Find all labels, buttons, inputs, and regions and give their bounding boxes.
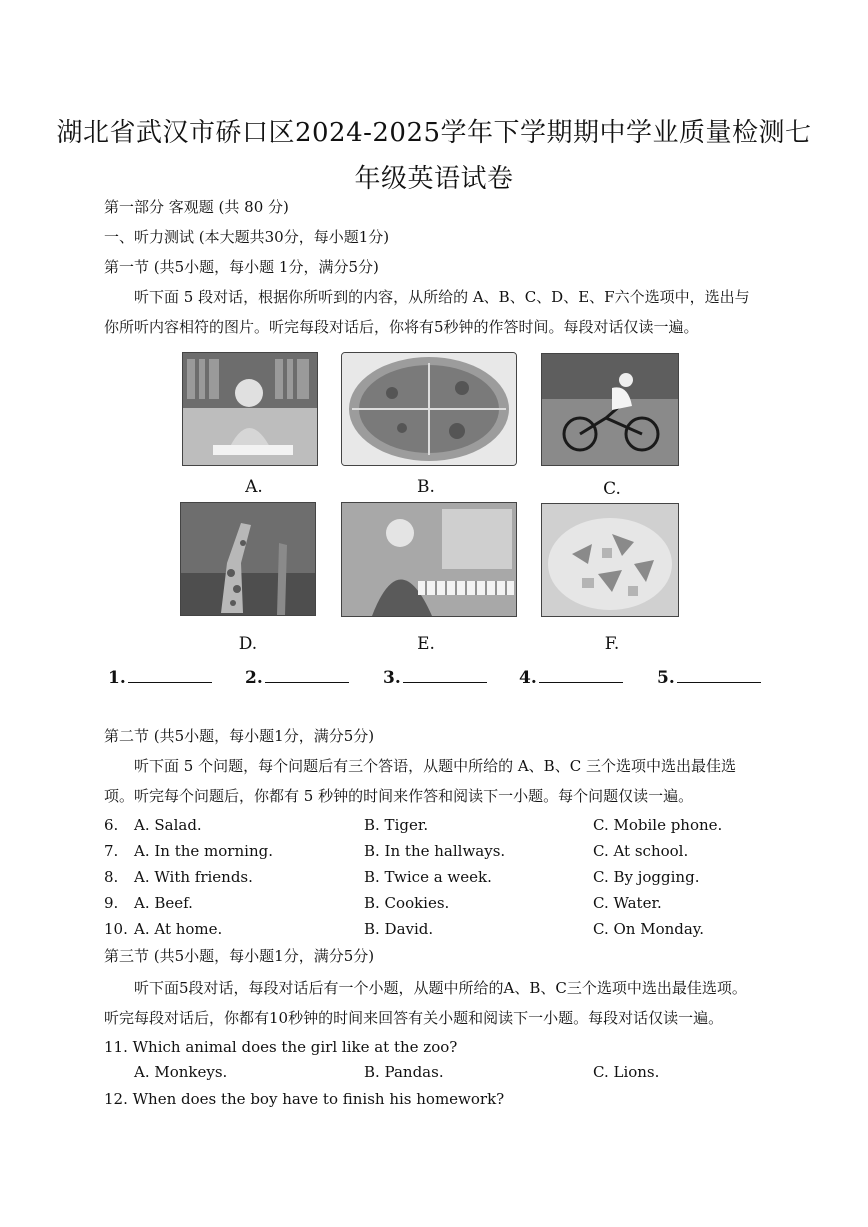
question-number: 8. [104,868,119,886]
option-a[interactable]: A. With friends. [134,868,253,886]
section1-instructions-line1: 听下面 5 段对话，根据你所听到的内容，从所给的 A、B、C、D、E、F六个选项中，选出与 [134,288,750,306]
option-c[interactable]: C. At school. [593,842,689,860]
question-number: 6. [104,816,119,834]
option-a[interactable]: A. Beef. [134,894,193,912]
giraffe-image [180,502,316,616]
pizza-image [341,352,517,466]
question-12-text: 12. When does the boy have to finish his homework? [104,1090,505,1108]
picture-label-f: F. [604,634,620,654]
option-b[interactable]: B. Tiger. [364,816,429,834]
picture-label-a: A. [245,477,263,497]
section2-heading: 第二节 (共5小题，每小题1分，满分5分) [104,727,375,745]
question-11-text: 11. Which animal does the girl like at the zoo? [104,1038,458,1056]
question-number: 10. [104,920,128,938]
picture-label-e: E. [417,634,435,654]
answer-blank-3[interactable]: 3. [383,666,487,688]
option-c[interactable]: C. By jogging. [593,868,700,886]
option-b[interactable]: B. In the hallways. [364,842,506,860]
picture-label-c: C. [603,479,621,499]
option-a[interactable]: A. At home. [134,920,223,938]
section2-instructions-line2: 项。听完每个问题后，你都有 5 秒钟的时间来作答和阅读下一小题。每个问题仅读一遍。 [104,787,694,805]
question-number: 9. [104,894,119,912]
section3-heading: 第三节 (共5小题，每小题1分，满分5分) [104,947,375,965]
option-b[interactable]: B. Pandas. [364,1063,444,1081]
picture-label-b: B. [417,477,435,497]
section2-instructions-line1: 听下面 5 个问题，每个问题后有三个答语，从题中所给的 A、B、C 三个选项中选出最佳选 [134,757,736,775]
option-a[interactable]: A. Salad. [134,816,202,834]
page-title-line1: 湖北省武汉市硚口区2024-2025学年下学期期中学业质量检测七 [56,118,812,148]
option-c[interactable]: C. Mobile phone. [593,816,723,834]
option-b[interactable]: B. Cookies. [364,894,450,912]
section1-instructions-line2: 你所听内容相符的图片。听完每段对话后，你将有5秒钟的作答时间。每段对话仅读一遍。 [104,318,699,336]
answer-blank-2[interactable]: 2. [245,666,349,688]
section3-instructions-line2: 听完每段对话后，你都有10秒钟的时间来回答有关小题和阅读下一小题。每段对话仅读一遍。 [104,1009,724,1027]
listening-heading: 一、听力测试 (本大题共30分，每小题1分) [104,228,390,246]
girl-reading-image [182,352,318,466]
answer-blank-1[interactable]: 1. [108,666,212,688]
picture-label-d: D. [238,634,258,654]
option-c[interactable]: C. Lions. [593,1063,660,1081]
man-playing-piano-image [341,502,517,617]
option-b[interactable]: B. Twice a week. [364,868,492,886]
salad-image [541,503,679,617]
section1-heading: 第一节 (共5小题，每小题 1分，满分5分) [104,258,379,276]
answer-blank-4[interactable]: 4. [519,666,623,688]
question-number: 7. [104,842,119,860]
option-c[interactable]: C. On Monday. [593,920,705,938]
option-a[interactable]: A. In the morning. [134,842,273,860]
option-a[interactable]: A. Monkeys. [134,1063,228,1081]
option-b[interactable]: B. David. [364,920,434,938]
page-title-line2: 年级英语试卷 [354,164,514,194]
option-c[interactable]: C. Water. [593,894,662,912]
answer-blank-5[interactable]: 5. [657,666,761,688]
cyclist-image [541,353,679,466]
part1-heading: 第一部分 客观题 (共 80 分) [104,198,289,216]
section3-instructions-line1: 听下面5段对话，每段对话后有一个小题，从题中所给的A、B、C三个选项中选出最佳选项。 [134,979,747,997]
